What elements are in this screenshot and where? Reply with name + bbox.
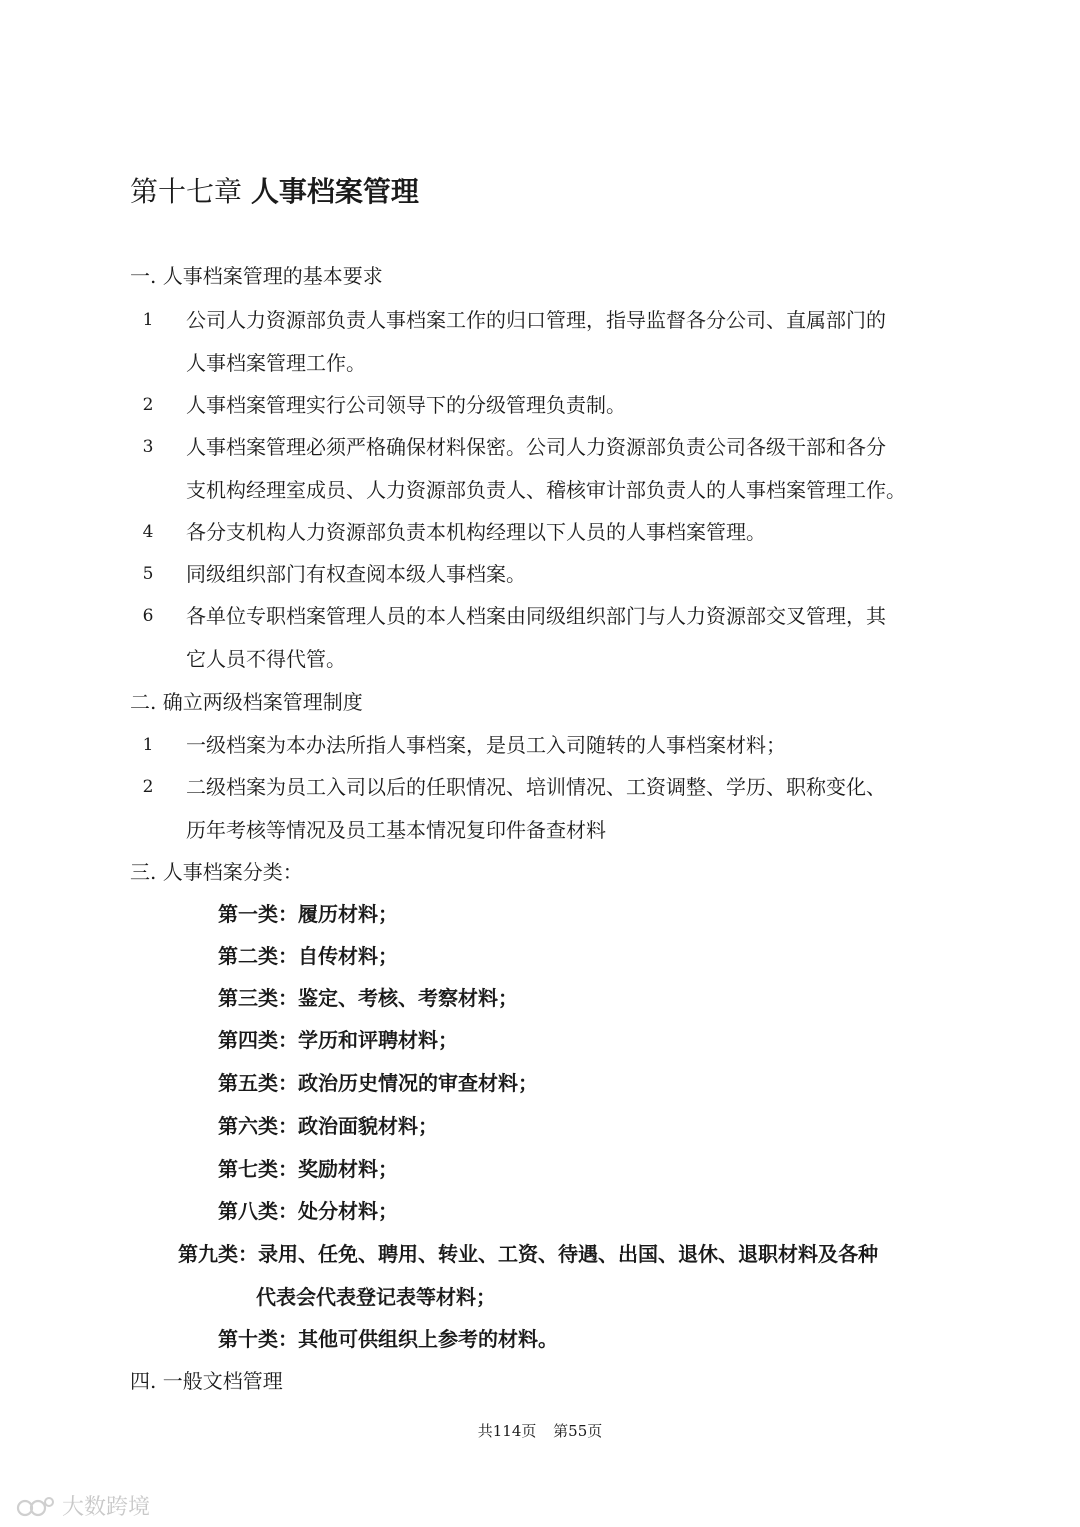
category-item: 第三类：鉴定、考核、考察材料； — [218, 986, 518, 1010]
item-number: 2 — [142, 395, 154, 415]
category-line: 代表会代表登记表等材料； — [256, 1285, 496, 1309]
item-text — [186, 595, 956, 681]
category-item: 第六类：政治面貌材料； — [218, 1114, 438, 1138]
item-line: 各分支机构人力资源部负责本机构经理以下人员的人事档案管理。 — [186, 520, 766, 544]
item-text — [186, 766, 956, 852]
category-item-10: 第十类：其他可供组织上参考的材料。 — [218, 1327, 558, 1351]
item-line: 支机构经理室成员、人力资源部负责人、稽核审计部负责人的人事档案管理工作。 — [186, 478, 906, 502]
item-number: 1 — [142, 735, 154, 755]
item-line: 各单位专职档案管理人员的本人档案由同级组织部门与人力资源部交叉管理，其 — [186, 604, 886, 628]
item-text — [186, 511, 956, 554]
section-4-heading: 四. 一般文档管理 — [130, 1369, 283, 1393]
category-item: 第五类：政治历史情况的审查材料； — [218, 1071, 538, 1095]
item-line: 人事档案管理工作。 — [186, 351, 366, 375]
item-number: 3 — [142, 437, 154, 457]
current-page: 第55页 — [553, 1422, 603, 1440]
category-item: 第八类：处分材料； — [218, 1199, 398, 1223]
item-text — [186, 553, 956, 596]
category-item: 第七类：奖励材料； — [218, 1157, 398, 1181]
item-text — [186, 724, 956, 767]
item-line: 同级组织部门有权查阅本级人事档案。 — [186, 562, 526, 586]
watermark-logo-icon — [16, 1493, 56, 1519]
item-text — [186, 426, 956, 512]
section-3-heading: 三. 人事档案分类： — [130, 860, 303, 884]
item-number: 1 — [142, 310, 154, 330]
item-line: 二级档案为员工入司以后的任职情况、培训情况、工资调整、学历、职称变化、 — [186, 775, 886, 799]
item-number: 4 — [142, 522, 154, 542]
section-1-heading: 一. 人事档案管理的基本要求 — [130, 264, 383, 288]
item-text — [186, 299, 956, 385]
item-number: 5 — [142, 564, 154, 584]
chapter-title — [130, 170, 419, 214]
item-number: 6 — [142, 606, 154, 626]
page-footer — [0, 1420, 1080, 1442]
category-item-9 — [178, 1233, 958, 1319]
item-text — [186, 384, 956, 427]
category-item: 第四类：学历和评聘材料； — [218, 1028, 458, 1052]
category-item: 第一类：履历材料； — [218, 902, 398, 926]
item-line: 一级档案为本办法所指人事档案，是员工入司随转的人事档案材料； — [186, 733, 786, 757]
section-2-heading: 二. 确立两级档案管理制度 — [130, 690, 363, 714]
watermark — [16, 1490, 150, 1521]
chapter-prefix: 第十七章 — [130, 175, 243, 208]
category-line: 第九类：录用、任免、聘用、转业、工资、待遇、出国、退休、退职材料及各种 — [178, 1242, 878, 1266]
chapter-name: 人事档案管理 — [250, 175, 419, 208]
item-number: 2 — [142, 777, 154, 797]
total-pages: 共114页 — [477, 1422, 537, 1440]
watermark-text: 大数跨境 — [62, 1495, 151, 1520]
item-line: 公司人力资源部负责人事档案工作的归口管理，指导监督各分公司、直属部门的 — [186, 308, 886, 332]
category-item: 第二类：自传材料； — [218, 944, 398, 968]
item-line: 它人员不得代管。 — [186, 647, 346, 671]
item-line: 人事档案管理实行公司领导下的分级管理负责制。 — [186, 393, 626, 417]
item-line: 人事档案管理必须严格确保材料保密。公司人力资源部负责公司各级干部和各分 — [186, 435, 886, 459]
item-line: 历年考核等情况及员工基本情况复印件备查材料 — [186, 818, 606, 842]
